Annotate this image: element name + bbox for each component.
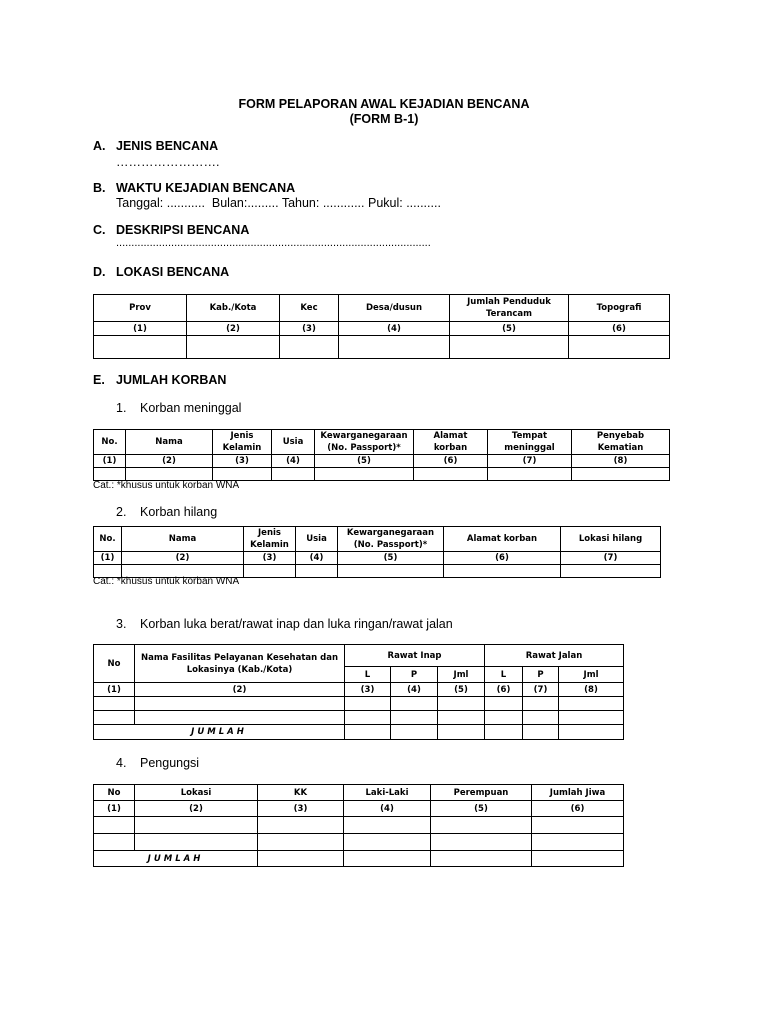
- empty-cell[interactable]: [213, 468, 272, 481]
- table-header-row: [94, 295, 670, 322]
- number-cell: (6): [444, 552, 561, 565]
- number-cell: (2): [122, 552, 244, 565]
- empty-cell[interactable]: [258, 834, 344, 851]
- number-cell: (5): [450, 322, 569, 336]
- empty-cell[interactable]: [344, 834, 431, 851]
- section-title: JENIS BENCANA: [116, 139, 219, 153]
- number-cell: (6): [569, 322, 670, 336]
- header-cell: Kec: [280, 295, 339, 322]
- section-a-heading: [93, 139, 218, 153]
- section-title: DESKRIPSI BENCANA: [116, 223, 250, 237]
- empty-cell[interactable]: [438, 725, 485, 740]
- jumlah-row: [94, 725, 624, 740]
- subsection-label: Pengungsi: [140, 756, 200, 770]
- empty-cell[interactable]: [391, 711, 438, 725]
- empty-cell[interactable]: [431, 851, 532, 867]
- header-cell: Lokasi hilang: [561, 527, 661, 552]
- empty-cell[interactable]: [431, 817, 532, 834]
- section-title: JUMLAH KORBAN: [116, 373, 227, 387]
- empty-cell[interactable]: [280, 336, 339, 359]
- jumlah-row: [94, 851, 624, 867]
- empty-cell[interactable]: [559, 697, 624, 711]
- header-cell: Jml: [438, 667, 485, 683]
- table-row: [94, 834, 624, 851]
- section-letter: B.: [93, 181, 106, 195]
- empty-cell[interactable]: [126, 468, 213, 481]
- header-cell: Nama: [126, 430, 213, 455]
- number-cell: (2): [135, 683, 345, 697]
- header-cell: No.: [94, 527, 122, 552]
- header-cell: Jenis Kelamin: [213, 430, 272, 455]
- empty-cell[interactable]: [94, 711, 135, 725]
- table-number-row: [94, 455, 670, 468]
- section-letter: A.: [93, 139, 106, 153]
- jenis-bencana-field[interactable]: …………………….: [116, 155, 220, 169]
- empty-cell[interactable]: [272, 468, 315, 481]
- empty-cell[interactable]: [450, 336, 569, 359]
- number-cell: (3): [244, 552, 296, 565]
- header-cell: Nama Fasilitas Pelayanan Kesehatan dan Lokasinya (Kab./Kota): [135, 645, 345, 683]
- table-number-row: [94, 322, 670, 336]
- number-cell: (5): [315, 455, 414, 468]
- subsection-number: 2.: [116, 505, 127, 519]
- table-row: [94, 817, 624, 834]
- section-title: WAKTU KEJADIAN BENCANA: [116, 181, 296, 195]
- empty-cell[interactable]: [559, 711, 624, 725]
- section-letter: E.: [93, 373, 105, 387]
- empty-cell[interactable]: [523, 697, 559, 711]
- header-cell: Kewarganegaraan (No. Passport)*: [315, 430, 414, 455]
- table-number-row: [94, 801, 624, 817]
- korban-hilang-table: [93, 526, 661, 578]
- number-cell: (3): [280, 322, 339, 336]
- table-header-row: [94, 645, 624, 667]
- empty-cell[interactable]: [438, 711, 485, 725]
- subsection-2-title: [116, 505, 217, 519]
- header-cell: No: [94, 645, 135, 683]
- jumlah-label: JUMLAH: [94, 725, 345, 740]
- header-cell: Jumlah Penduduk Terancam: [450, 295, 569, 322]
- empty-cell[interactable]: [258, 851, 344, 867]
- form-title: FORM PELAPORAN AWAL KEJADIAN BENCANA: [238, 97, 530, 111]
- header-cell: Rawat Jalan: [485, 645, 624, 667]
- table-header-row: [94, 527, 661, 552]
- number-cell: (4): [391, 683, 438, 697]
- empty-cell[interactable]: [488, 468, 572, 481]
- empty-cell[interactable]: [532, 834, 624, 851]
- lokasi-table: [93, 294, 670, 359]
- number-cell: (4): [344, 801, 431, 817]
- header-cell: Jml: [559, 667, 624, 683]
- empty-cell[interactable]: [94, 817, 135, 834]
- table-header-row: [94, 785, 624, 801]
- number-cell: (5): [431, 801, 532, 817]
- number-cell: (2): [135, 801, 258, 817]
- number-cell: (8): [572, 455, 670, 468]
- empty-cell[interactable]: [391, 725, 438, 740]
- header-cell: Perempuan: [431, 785, 532, 801]
- number-cell: (1): [94, 322, 187, 336]
- number-cell: (8): [559, 683, 624, 697]
- empty-cell[interactable]: [572, 468, 670, 481]
- number-cell: (4): [296, 552, 338, 565]
- table-header-row: [94, 430, 670, 455]
- header-cell: Rawat Inap: [345, 645, 485, 667]
- number-cell: (3): [213, 455, 272, 468]
- waktu-kejadian-field[interactable]: Tanggal: ........... Bulan:......... Tahun: ............ Pukul: ..........: [116, 196, 441, 210]
- header-cell: Kab./Kota: [187, 295, 280, 322]
- header-cell: Tempat meninggal: [488, 430, 572, 455]
- empty-cell[interactable]: [135, 834, 258, 851]
- form-code: (FORM B-1): [349, 112, 419, 126]
- number-cell: (5): [338, 552, 444, 565]
- pengungsi-table: [93, 784, 624, 867]
- number-cell: (7): [488, 455, 572, 468]
- table-row: [94, 336, 670, 359]
- empty-cell[interactable]: [345, 697, 391, 711]
- subsection-4-title: [116, 756, 199, 770]
- number-cell: (6): [485, 683, 523, 697]
- subsection-1-title: [116, 401, 241, 415]
- number-cell: (5): [438, 683, 485, 697]
- number-cell: (1): [94, 801, 135, 817]
- subsection-number: 1.: [116, 401, 127, 415]
- empty-cell[interactable]: [532, 817, 624, 834]
- korban-luka-table: [93, 644, 624, 740]
- header-cell: Nama: [122, 527, 244, 552]
- header-cell: Prov: [94, 295, 187, 322]
- number-cell: (1): [94, 552, 122, 565]
- empty-cell[interactable]: [338, 565, 444, 578]
- empty-cell[interactable]: [315, 468, 414, 481]
- empty-cell[interactable]: [561, 565, 661, 578]
- empty-cell[interactable]: [135, 817, 258, 834]
- header-cell: No: [94, 785, 135, 801]
- number-cell: (6): [414, 455, 488, 468]
- header-cell: Alamat korban: [414, 430, 488, 455]
- section-e-heading: [93, 373, 226, 387]
- empty-cell[interactable]: [391, 697, 438, 711]
- empty-cell[interactable]: [94, 834, 135, 851]
- header-cell: Lokasi: [135, 785, 258, 801]
- empty-cell[interactable]: [532, 851, 624, 867]
- section-letter: D.: [93, 265, 106, 279]
- empty-cell[interactable]: [258, 817, 344, 834]
- empty-cell[interactable]: [438, 697, 485, 711]
- header-cell: Desa/dusun: [339, 295, 450, 322]
- header-cell: Jumlah Jiwa: [532, 785, 624, 801]
- empty-cell[interactable]: [135, 711, 345, 725]
- deskripsi-field[interactable]: .......................................................................................................: [116, 237, 431, 249]
- empty-cell[interactable]: [345, 725, 391, 740]
- empty-cell[interactable]: [345, 711, 391, 725]
- header-cell: Jenis Kelamin: [244, 527, 296, 552]
- empty-cell[interactable]: [485, 697, 523, 711]
- number-cell: (2): [187, 322, 280, 336]
- empty-cell[interactable]: [135, 697, 345, 711]
- table-row: [94, 697, 624, 711]
- empty-cell[interactable]: [485, 725, 523, 740]
- number-cell: (2): [126, 455, 213, 468]
- empty-cell[interactable]: [339, 336, 450, 359]
- empty-cell[interactable]: [244, 565, 296, 578]
- number-cell: (7): [561, 552, 661, 565]
- table-row: [94, 711, 624, 725]
- empty-cell[interactable]: [344, 817, 431, 834]
- empty-cell[interactable]: [296, 565, 338, 578]
- empty-cell[interactable]: [559, 725, 624, 740]
- empty-cell[interactable]: [94, 468, 126, 481]
- section-d-heading: [93, 265, 229, 279]
- header-cell: KK: [258, 785, 344, 801]
- header-cell: P: [391, 667, 438, 683]
- wna-note: Cat.: *khusus untuk korban WNA: [93, 480, 240, 491]
- number-cell: (4): [339, 322, 450, 336]
- number-cell: (1): [94, 683, 135, 697]
- number-cell: (7): [523, 683, 559, 697]
- korban-meninggal-table: [93, 429, 670, 481]
- table-number-row: [94, 683, 624, 697]
- header-cell: L: [485, 667, 523, 683]
- header-cell: Topografi: [569, 295, 670, 322]
- header-cell: Kewarganegaraan (No. Passport)*: [338, 527, 444, 552]
- empty-cell[interactable]: [431, 834, 532, 851]
- subsection-3-title: [116, 617, 453, 631]
- subsection-label: Korban meninggal: [140, 401, 242, 415]
- empty-cell[interactable]: [569, 336, 670, 359]
- subsection-label: Korban luka berat/rawat inap dan luka ringan/rawat jalan: [140, 617, 453, 631]
- empty-cell[interactable]: [523, 725, 559, 740]
- subsection-label: Korban hilang: [140, 505, 218, 519]
- empty-cell[interactable]: [94, 697, 135, 711]
- header-cell: Usia: [272, 430, 315, 455]
- empty-cell[interactable]: [414, 468, 488, 481]
- section-b-heading: [93, 181, 295, 195]
- table-row: [94, 468, 670, 481]
- header-cell: Laki-Laki: [344, 785, 431, 801]
- section-c-heading: [93, 223, 249, 237]
- section-title: LOKASI BENCANA: [116, 265, 230, 279]
- header-cell: L: [345, 667, 391, 683]
- wna-note: Cat.: *khusus untuk korban WNA: [93, 576, 240, 587]
- number-cell: (4): [272, 455, 315, 468]
- header-cell: Usia: [296, 527, 338, 552]
- empty-cell[interactable]: [523, 711, 559, 725]
- empty-cell[interactable]: [444, 565, 561, 578]
- subsection-number: 4.: [116, 756, 127, 770]
- jumlah-label: JUMLAH: [94, 851, 258, 867]
- number-cell: (1): [94, 455, 126, 468]
- number-cell: (3): [258, 801, 344, 817]
- empty-cell[interactable]: [485, 711, 523, 725]
- empty-cell[interactable]: [344, 851, 431, 867]
- table-number-row: [94, 552, 661, 565]
- empty-cell[interactable]: [94, 336, 187, 359]
- number-cell: (6): [532, 801, 624, 817]
- header-cell: No.: [94, 430, 126, 455]
- header-cell: Penyebab Kematian: [572, 430, 670, 455]
- header-cell: Alamat korban: [444, 527, 561, 552]
- header-cell: P: [523, 667, 559, 683]
- subsection-number: 3.: [116, 617, 127, 631]
- number-cell: (3): [345, 683, 391, 697]
- empty-cell[interactable]: [187, 336, 280, 359]
- section-letter: C.: [93, 223, 106, 237]
